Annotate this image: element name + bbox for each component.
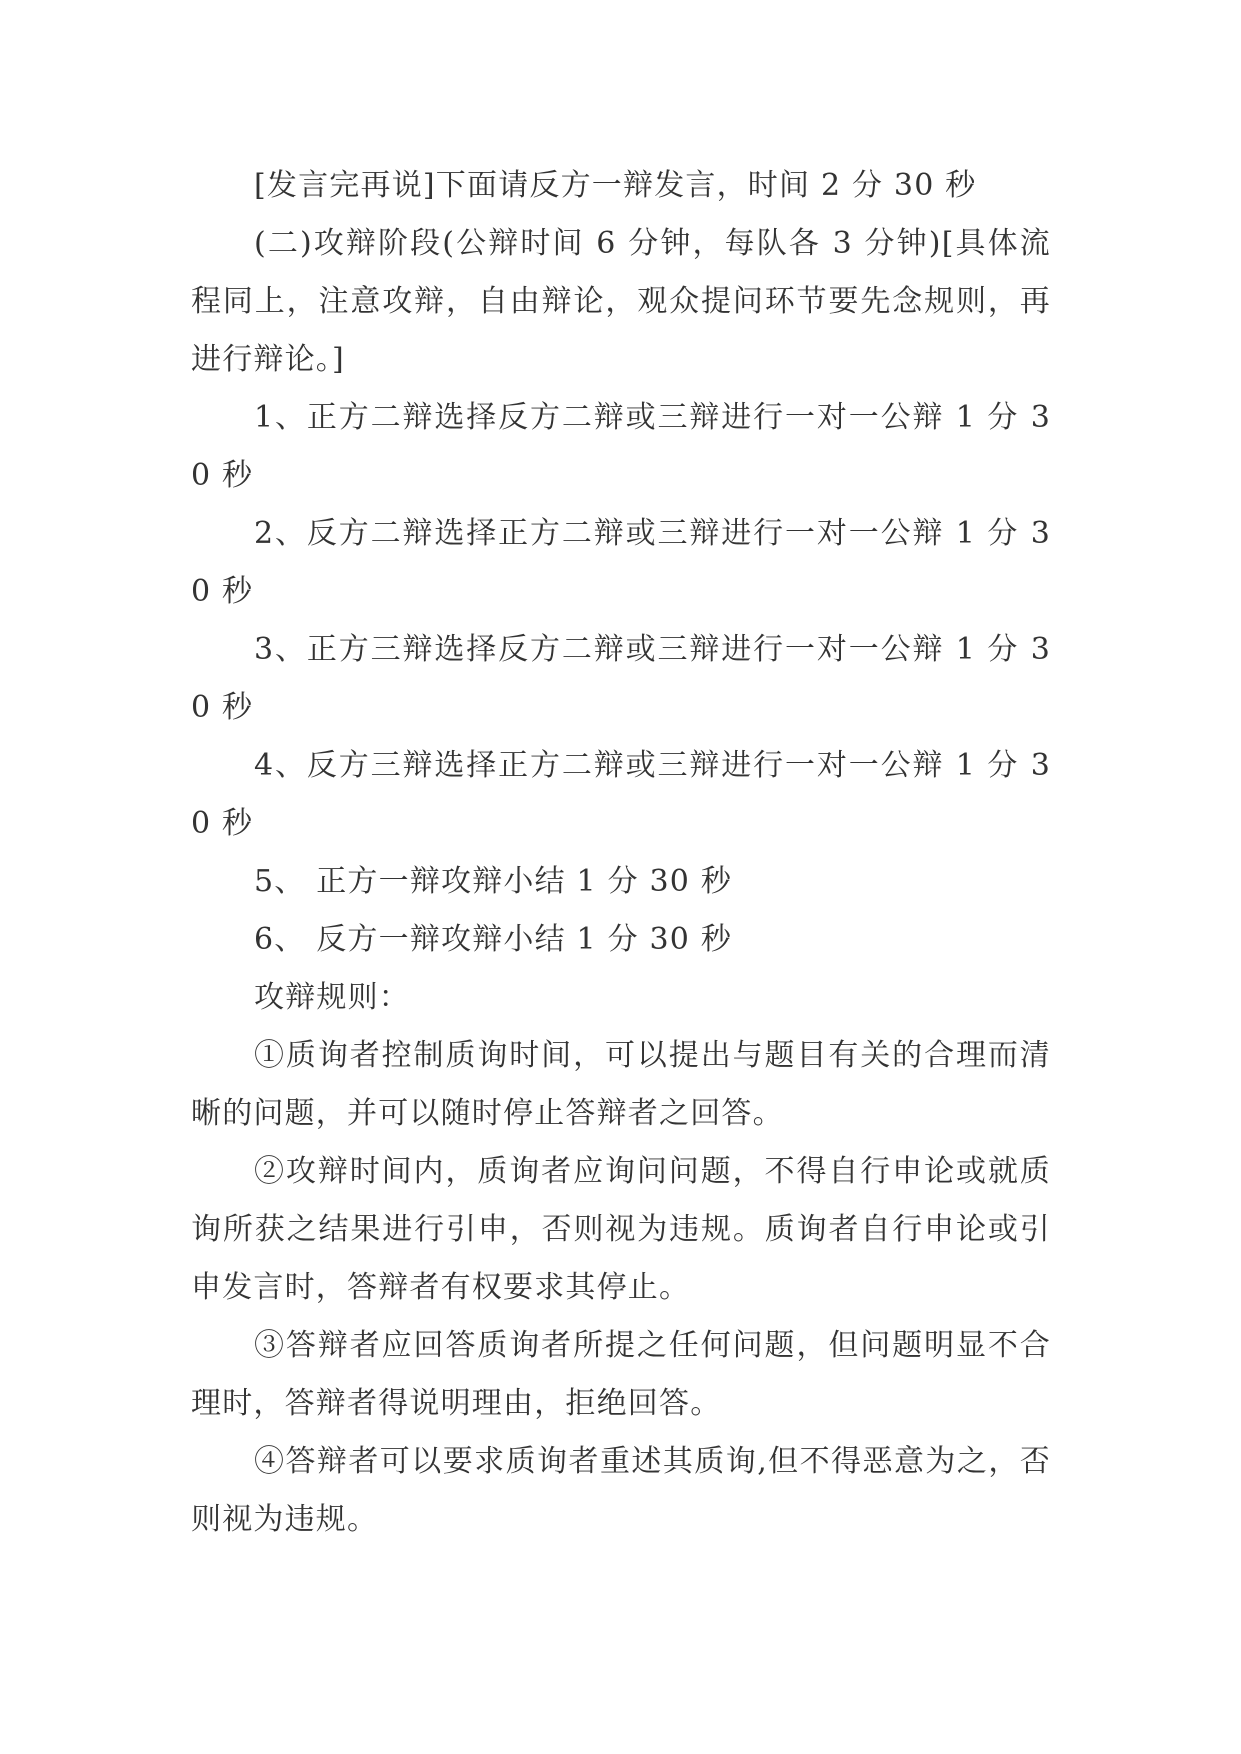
- list-item-5: 5、 正方一辩攻辩小结 1 分 30 秒: [254, 864, 733, 899]
- rule-1: ①质询者控制质询时间，可以提出与题目有关的合理而清晰的问题，并可以随时停止答辩者之回答。: [191, 1038, 1051, 1131]
- list-item-1: 1、正方二辩选择反方二辩或三辩进行一对一公辩 1 分 30 秒: [191, 400, 1051, 493]
- list-item-6: 6、 反方一辩攻辩小结 1 分 30 秒: [254, 922, 733, 957]
- paragraph-cross-exam-stage: (二)攻辩阶段(公辩时间 6 分钟，每队各 3 分钟)[具体流程同上，注意攻辩，自由辩论，观众提问环节要先念规则，再进行辩论。]: [191, 226, 1051, 377]
- paragraph-speech-instruction: [发言完再说]下面请反方一辩发言，时间 2 分 30 秒: [254, 168, 977, 203]
- rule-3: ③答辩者应回答质询者所提之任何问题，但问题明显不合理时，答辩者得说明理由，拒绝回答。: [191, 1328, 1051, 1421]
- rule-4: ④答辩者可以要求质询者重述其质询,但不得恶意为之，否则视为违规。: [191, 1444, 1051, 1537]
- list-item-4: 4、反方三辩选择正方二辩或三辩进行一对一公辩 1 分 30 秒: [191, 748, 1051, 841]
- document-body: [191, 157, 1051, 1549]
- list-item-3: 3、正方三辩选择反方二辩或三辩进行一对一公辩 1 分 30 秒: [191, 632, 1051, 725]
- rules-heading: 攻辩规则：: [254, 980, 410, 1015]
- list-item-2: 2、反方二辩选择正方二辩或三辩进行一对一公辩 1 分 30 秒: [191, 516, 1051, 609]
- rule-2: ②攻辩时间内，质询者应询问问题，不得自行申论或就质询所获之结果进行引申，否则视为违规。质询者自行申论或引申发言时，答辩者有权要求其停止。: [191, 1154, 1051, 1305]
